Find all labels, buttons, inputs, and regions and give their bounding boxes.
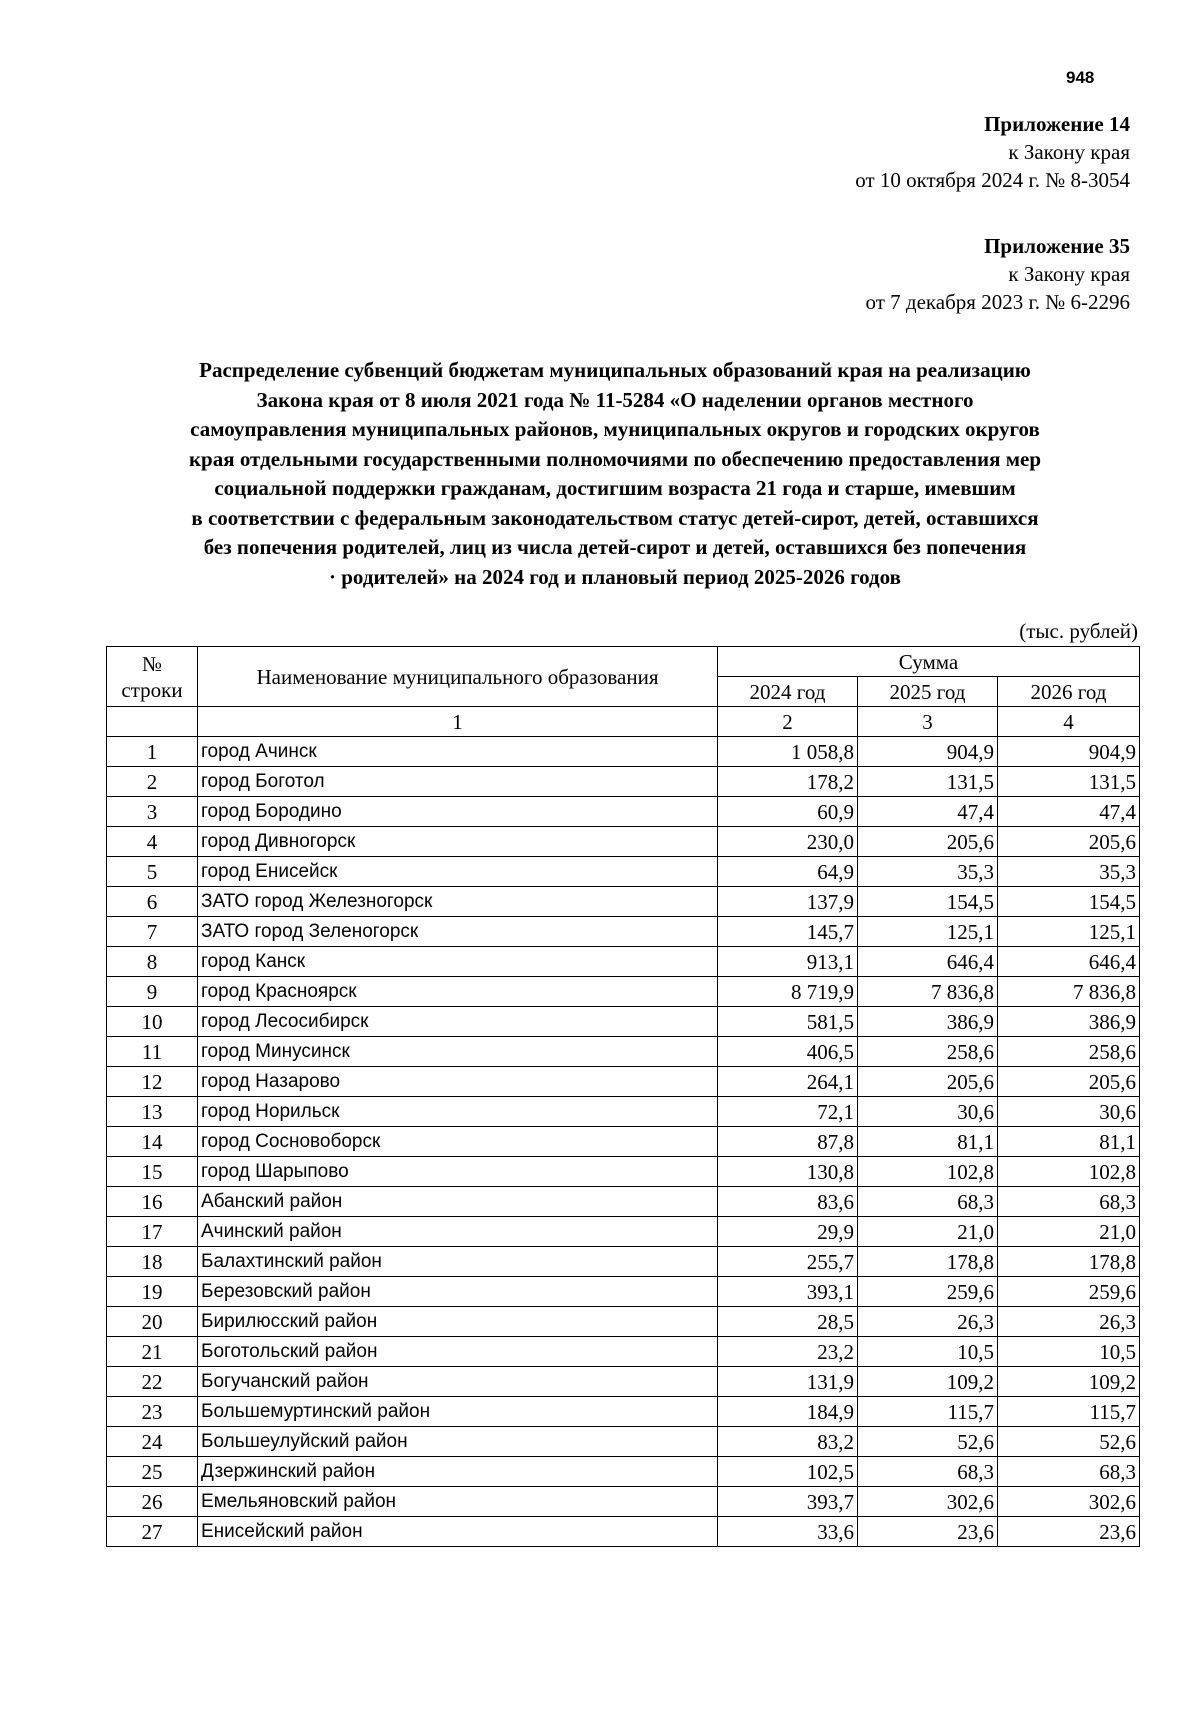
amount-2026-cell: 23,6: [998, 1517, 1140, 1547]
amount-2024-cell: 137,9: [718, 887, 858, 917]
amount-2024-cell: 102,5: [718, 1457, 858, 1487]
title-line: Распределение субвенций бюджетам муниципальных образований края на реализацию: [199, 358, 1031, 382]
page-number: 948: [1066, 68, 1095, 87]
amount-2024-cell: 393,7: [718, 1487, 858, 1517]
table-row: [107, 917, 1140, 947]
table-row: [107, 1427, 1140, 1457]
amount-2025-cell: 26,3: [858, 1307, 998, 1337]
table-row: [107, 1337, 1140, 1367]
row-number-cell: 4: [107, 827, 198, 857]
table-row: [107, 1007, 1140, 1037]
amount-2025-cell: 52,6: [858, 1427, 998, 1457]
amount-2026-cell: 131,5: [998, 767, 1140, 797]
table-row: [107, 1277, 1140, 1307]
title-line: в соответствии с федеральным законодательством статус детей-сирот, детей, оставшихся: [191, 505, 1039, 530]
amount-2024-cell: 1 058,8: [718, 737, 858, 767]
amount-2024-cell: 230,0: [718, 827, 858, 857]
municipality-name-cell: город Лесосибирск: [198, 1007, 718, 1037]
amount-2026-cell: 7 836,8: [998, 977, 1140, 1007]
appendix-14-line2: от 10 октября 2024 г. № 8-3054: [855, 168, 1130, 192]
municipality-name-cell: ЗАТО город Зеленогорск: [198, 917, 718, 947]
municipality-name-cell: город Бородино: [198, 797, 718, 827]
row-number-cell: 27: [107, 1517, 198, 1547]
amount-2025-cell: 109,2: [858, 1367, 998, 1397]
title-line: · родителей» на 2024 год и плановый период 2025-2026 годов: [329, 564, 901, 589]
amount-2024-cell: 913,1: [718, 947, 858, 977]
table-row: [107, 1127, 1140, 1157]
amount-2025-cell: 646,4: [858, 947, 998, 977]
header-year-2025: 2025 год: [858, 677, 998, 707]
amount-2025-cell: 7 836,8: [858, 977, 998, 1007]
table-row: [107, 857, 1140, 887]
amount-2024-cell: 64,9: [718, 857, 858, 887]
amount-2024-cell: 8 719,9: [718, 977, 858, 1007]
title-line: самоуправления муниципальных районов, муниципальных округов и городских округов: [190, 417, 1040, 441]
amount-2026-cell: 646,4: [998, 947, 1140, 977]
amount-2025-cell: 68,3: [858, 1457, 998, 1487]
municipality-name-cell: Абанский район: [198, 1187, 718, 1217]
header-year-2026: 2026 год: [998, 677, 1140, 707]
table-row: [107, 1457, 1140, 1487]
amount-2026-cell: 81,1: [998, 1127, 1140, 1157]
table-row: [107, 1247, 1140, 1277]
amount-2026-cell: 21,0: [998, 1217, 1140, 1247]
amount-2024-cell: 72,1: [718, 1097, 858, 1127]
appendix-14-line1: к Закону края: [1008, 140, 1130, 164]
amount-2026-cell: 26,3: [998, 1307, 1140, 1337]
column-number-3: 3: [858, 707, 998, 737]
column-number-empty: [107, 707, 198, 737]
row-number-cell: 7: [107, 917, 198, 947]
row-number-cell: 19: [107, 1277, 198, 1307]
row-number-cell: 10: [107, 1007, 198, 1037]
header-row-number-line2: строки: [121, 677, 183, 702]
amount-2026-cell: 178,8: [998, 1247, 1140, 1277]
column-number-4: 4: [998, 707, 1140, 737]
municipality-name-cell: Боготольский район: [198, 1337, 718, 1367]
title-line: Закона края от 8 июля 2021 года № 11-5284 «О наделении органов местного: [256, 387, 974, 412]
table-row: [107, 1487, 1140, 1517]
row-number-cell: 21: [107, 1337, 198, 1367]
row-number-cell: 15: [107, 1157, 198, 1187]
amount-2025-cell: 21,0: [858, 1217, 998, 1247]
amount-2024-cell: 264,1: [718, 1067, 858, 1097]
row-number-cell: 17: [107, 1217, 198, 1247]
table-body: [107, 737, 1140, 1547]
amount-2025-cell: 102,8: [858, 1157, 998, 1187]
table-row: [107, 1187, 1140, 1217]
amount-2024-cell: 87,8: [718, 1127, 858, 1157]
municipality-name-cell: город Минусинск: [198, 1037, 718, 1067]
row-number-cell: 9: [107, 977, 198, 1007]
header-row-number-line1: №: [141, 651, 163, 676]
row-number-cell: 26: [107, 1487, 198, 1517]
amount-2024-cell: 83,6: [718, 1187, 858, 1217]
row-number-cell: 14: [107, 1127, 198, 1157]
amount-2024-cell: 33,6: [718, 1517, 858, 1547]
table-header-row: [107, 647, 1140, 677]
amount-2024-cell: 393,1: [718, 1277, 858, 1307]
municipality-name-cell: ЗАТО город Железногорск: [198, 887, 718, 917]
table-column-numbers-row: [107, 707, 1140, 737]
amount-2025-cell: 205,6: [858, 827, 998, 857]
municipality-name-cell: Большемуртинский район: [198, 1397, 718, 1427]
amount-2025-cell: 125,1: [858, 917, 998, 947]
row-number-cell: 12: [107, 1067, 198, 1097]
amount-2026-cell: 386,9: [998, 1007, 1140, 1037]
table-row: [107, 1517, 1140, 1547]
municipality-name-cell: Березовский район: [198, 1277, 718, 1307]
municipality-name-cell: Дзержинский район: [198, 1457, 718, 1487]
amount-2024-cell: 28,5: [718, 1307, 858, 1337]
amount-2025-cell: 131,5: [858, 767, 998, 797]
municipality-name-cell: город Енисейск: [198, 857, 718, 887]
amount-2025-cell: 30,6: [858, 1097, 998, 1127]
table-row: [107, 947, 1140, 977]
row-number-cell: 16: [107, 1187, 198, 1217]
column-number-2: 2: [718, 707, 858, 737]
header-year-2024: 2024 год: [718, 677, 858, 707]
amount-2026-cell: 302,6: [998, 1487, 1140, 1517]
amount-2026-cell: 259,6: [998, 1277, 1140, 1307]
header-row-number: [107, 647, 198, 707]
amount-2024-cell: 145,7: [718, 917, 858, 947]
amount-2025-cell: 23,6: [858, 1517, 998, 1547]
amount-2025-cell: 302,6: [858, 1487, 998, 1517]
municipality-name-cell: город Норильск: [198, 1097, 718, 1127]
row-number-cell: 20: [107, 1307, 198, 1337]
municipality-name-cell: город Сосновоборск: [198, 1127, 718, 1157]
table-row: [107, 1367, 1140, 1397]
table-row: [107, 1217, 1140, 1247]
municipality-name-cell: Ачинский район: [198, 1217, 718, 1247]
amount-2025-cell: 259,6: [858, 1277, 998, 1307]
row-number-cell: 18: [107, 1247, 198, 1277]
appendix-35-line1: к Закону края: [1008, 262, 1130, 286]
amount-2024-cell: 131,9: [718, 1367, 858, 1397]
amount-2025-cell: 154,5: [858, 887, 998, 917]
amount-2025-cell: 68,3: [858, 1187, 998, 1217]
municipality-name-cell: город Боготол: [198, 767, 718, 797]
table-row: [107, 1397, 1140, 1427]
amount-2026-cell: 47,4: [998, 797, 1140, 827]
amount-2025-cell: 81,1: [858, 1127, 998, 1157]
table-row: [107, 887, 1140, 917]
amount-2025-cell: 258,6: [858, 1037, 998, 1067]
municipality-name-cell: Богучанский район: [198, 1367, 718, 1397]
table-row: [107, 1157, 1140, 1187]
municipality-name-cell: город Ачинск: [198, 737, 718, 767]
amount-2024-cell: 255,7: [718, 1247, 858, 1277]
amount-2024-cell: 29,9: [718, 1217, 858, 1247]
table-row: [107, 767, 1140, 797]
appendix-14-block: [855, 110, 1130, 194]
table-row: [107, 1097, 1140, 1127]
title-line: социальной поддержки гражданам, достигшим возраста 21 года и старше, имевшим: [214, 476, 1016, 500]
row-number-cell: 13: [107, 1097, 198, 1127]
row-number-cell: 23: [107, 1397, 198, 1427]
table-row: [107, 1067, 1140, 1097]
row-number-cell: 5: [107, 857, 198, 887]
row-number-cell: 1: [107, 737, 198, 767]
table-row: [107, 977, 1140, 1007]
amount-2025-cell: 47,4: [858, 797, 998, 827]
amount-2025-cell: 904,9: [858, 737, 998, 767]
municipality-name-cell: Балахтинский район: [198, 1247, 718, 1277]
municipality-name-cell: город Красноярск: [198, 977, 718, 1007]
amount-2026-cell: 109,2: [998, 1367, 1140, 1397]
table-row: [107, 737, 1140, 767]
amount-2026-cell: 30,6: [998, 1097, 1140, 1127]
amount-2026-cell: 205,6: [998, 827, 1140, 857]
units-label: (тыс. рублей): [1019, 619, 1138, 643]
amount-2024-cell: 60,9: [718, 797, 858, 827]
amount-2025-cell: 115,7: [858, 1397, 998, 1427]
row-number-cell: 6: [107, 887, 198, 917]
row-number-cell: 3: [107, 797, 198, 827]
amount-2024-cell: 581,5: [718, 1007, 858, 1037]
table-row: [107, 1307, 1140, 1337]
title-line: края отдельными государственными полномочиями по обеспечению предоставления мер: [188, 446, 1042, 471]
amount-2026-cell: 102,8: [998, 1157, 1140, 1187]
row-number-cell: 8: [107, 947, 198, 977]
amount-2026-cell: 52,6: [998, 1427, 1140, 1457]
amount-2026-cell: 154,5: [998, 887, 1140, 917]
amount-2025-cell: 35,3: [858, 857, 998, 887]
amount-2024-cell: 83,2: [718, 1427, 858, 1457]
amount-2025-cell: 386,9: [858, 1007, 998, 1037]
amount-2026-cell: 68,3: [998, 1457, 1140, 1487]
amount-2025-cell: 205,6: [858, 1067, 998, 1097]
amount-2025-cell: 10,5: [858, 1337, 998, 1367]
municipality-name-cell: город Канск: [198, 947, 718, 977]
municipality-name-cell: город Шарыпово: [198, 1157, 718, 1187]
row-number-cell: 2: [107, 767, 198, 797]
municipality-name-cell: Большеулуйский район: [198, 1427, 718, 1457]
row-number-cell: 11: [107, 1037, 198, 1067]
amount-2026-cell: 205,6: [998, 1067, 1140, 1097]
appendix-35-line2: от 7 декабря 2023 г. № 6-2296: [865, 290, 1130, 314]
municipality-name-cell: город Назарово: [198, 1067, 718, 1097]
amount-2024-cell: 130,8: [718, 1157, 858, 1187]
municipality-name-cell: Емельяновский район: [198, 1487, 718, 1517]
row-number-cell: 24: [107, 1427, 198, 1457]
row-number-cell: 22: [107, 1367, 198, 1397]
table-row: [107, 827, 1140, 857]
row-number-cell: 25: [107, 1457, 198, 1487]
municipality-name-cell: Бирилюсский район: [198, 1307, 718, 1337]
amount-2024-cell: 178,2: [718, 767, 858, 797]
amount-2024-cell: 23,2: [718, 1337, 858, 1367]
amount-2026-cell: 68,3: [998, 1187, 1140, 1217]
appendix-35-title: Приложение 35: [984, 234, 1130, 258]
title-line: без попечения родителей, лиц из числа детей-сирот и детей, оставшихся без попечения: [203, 535, 1027, 559]
subsidy-table: [106, 646, 1140, 1547]
header-municipality-name: Наименование муниципального образования: [198, 647, 718, 707]
amount-2026-cell: 904,9: [998, 737, 1140, 767]
amount-2026-cell: 10,5: [998, 1337, 1140, 1367]
appendix-14-title: Приложение 14: [984, 112, 1130, 136]
header-sum: Сумма: [718, 647, 1140, 677]
amount-2025-cell: 178,8: [858, 1247, 998, 1277]
amount-2026-cell: 35,3: [998, 857, 1140, 887]
municipality-name-cell: город Дивногорск: [198, 827, 718, 857]
table-row: [107, 1037, 1140, 1067]
amount-2024-cell: 184,9: [718, 1397, 858, 1427]
appendix-35-block: [866, 232, 1130, 316]
table-row: [107, 797, 1140, 827]
column-number-1: 1: [198, 707, 718, 737]
amount-2026-cell: 125,1: [998, 917, 1140, 947]
amount-2026-cell: 258,6: [998, 1037, 1140, 1067]
municipality-name-cell: Енисейский район: [198, 1517, 718, 1547]
amount-2024-cell: 406,5: [718, 1037, 858, 1067]
amount-2026-cell: 115,7: [998, 1397, 1140, 1427]
document-title: [110, 356, 1120, 592]
